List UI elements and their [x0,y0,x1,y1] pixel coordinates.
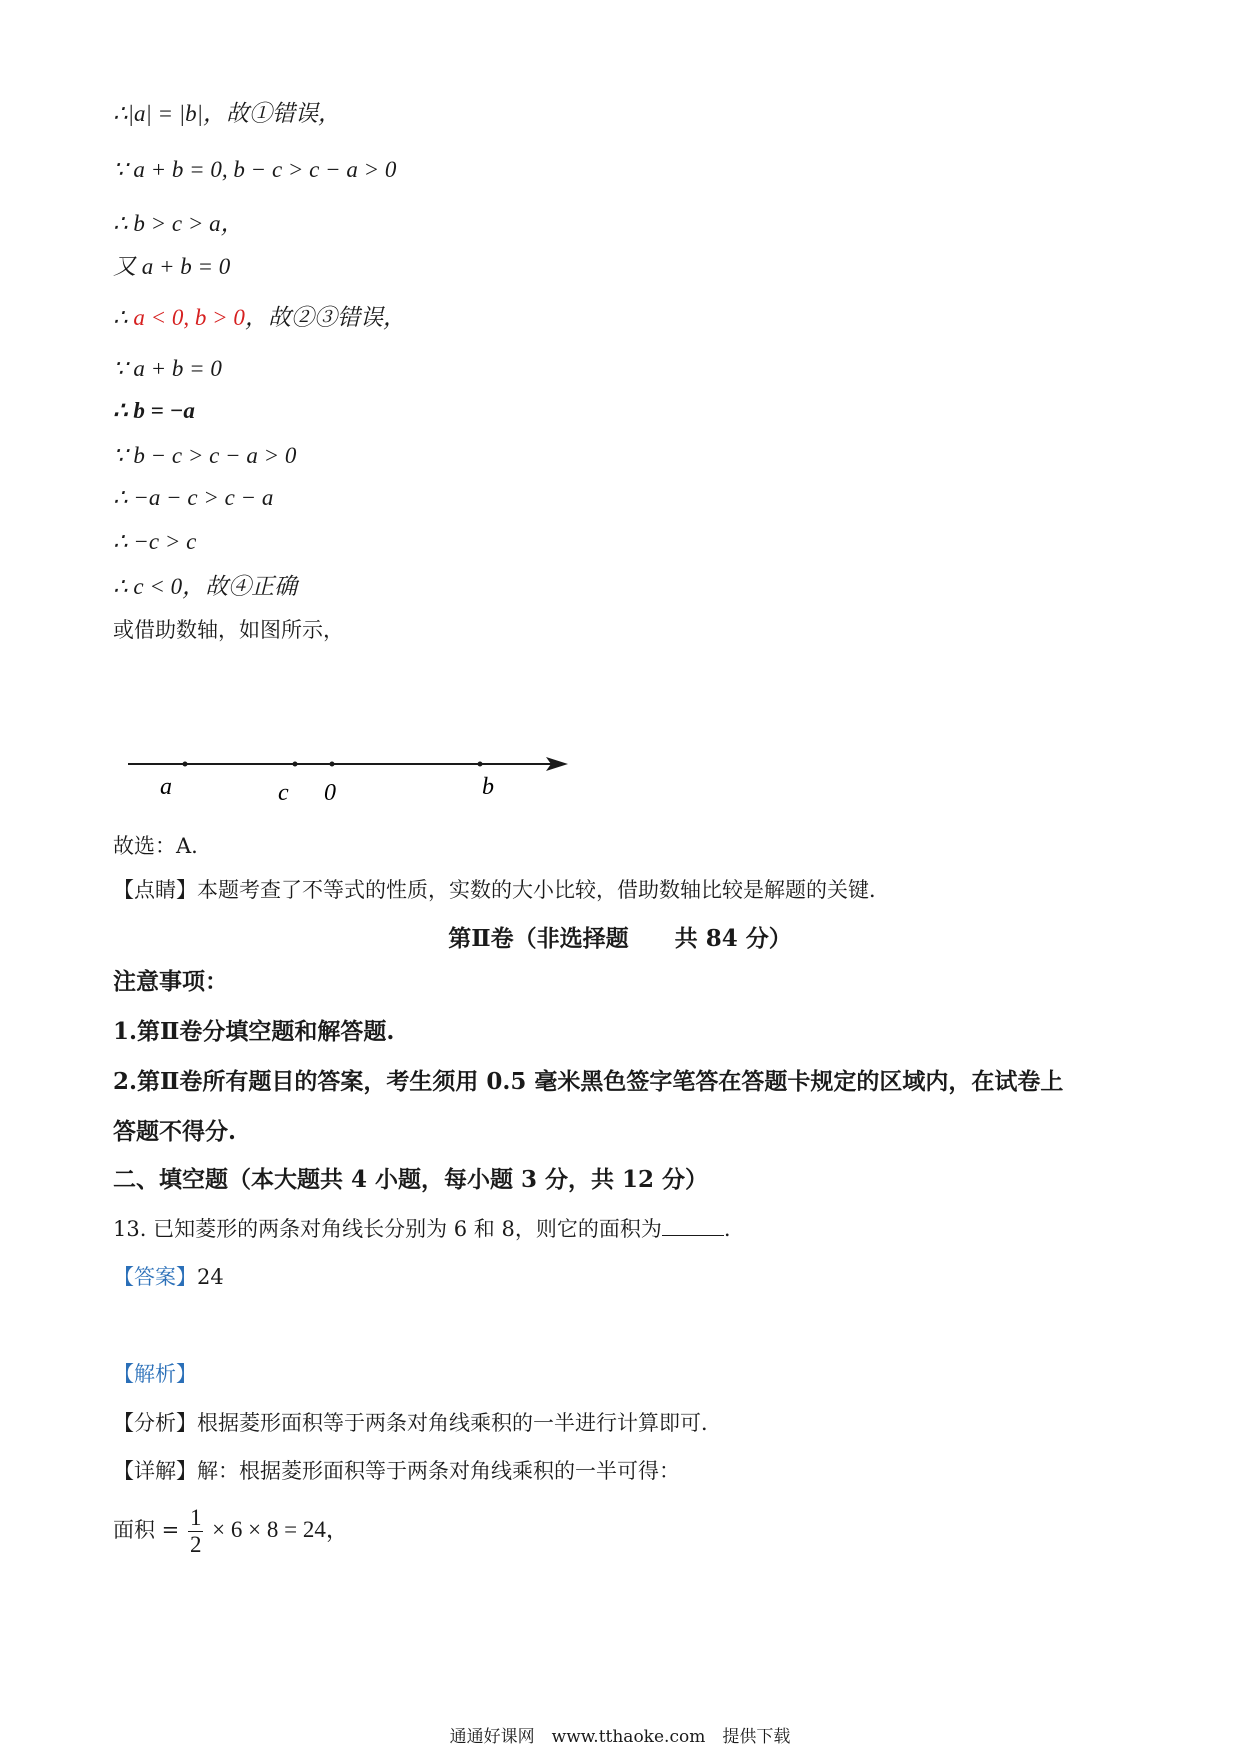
label-c: c [278,780,289,806]
line-substitute: ∴ −a − c > c − a [113,485,274,510]
analysis-text: 【分析】根据菱形面积等于两条对角线乘积的一半进行计算即可． [113,1411,722,1435]
sign-highlight: a < 0, b > 0 [133,305,245,330]
fraction-denominator: 2 [189,1532,202,1557]
line-c-negative: ∴ c < 0，故④正确 [113,574,298,599]
fraction-numerator: 1 [189,1505,202,1530]
answer-tag: 【答案】 [113,1265,197,1289]
answer-choice: 故选：A. [113,834,198,858]
line-therefore-order: ∴ b > c > a， [113,211,244,236]
line-because-2: ∵ a + b = 0 [113,356,222,381]
answer-value: 24 [197,1265,224,1289]
line-sign-conclusion [113,304,406,332]
number-line-figure [120,740,580,810]
answer-blank [662,1215,724,1236]
area-label: 面积 = [113,1518,180,1542]
line-because-1: ∵ a + b = 0, b − c > c − a > 0 [113,157,397,182]
label-b: b [482,774,494,800]
label-zero: 0 [324,780,336,806]
point-zero [330,762,335,767]
notice-title: 注意事项： [113,968,228,995]
point-a [183,762,188,767]
fraction-one-half [188,1505,204,1558]
line-abs-equal: ∴|a| = |b|，故①错误， [113,101,341,126]
section-title: 第Ⅱ卷（非选择题 共 84 分） [448,925,792,952]
question-13-end: . [723,1217,731,1241]
comment-note: 【点睛】本题考查了不等式的性质，实数的大小比较，借助数轴比较是解题的关键． [113,878,890,902]
line-neg-c: ∴ −c > c [113,529,197,554]
notice-item-2-cont: 答题不得分. [113,1118,237,1145]
line-number-axis-intro: 或借助数轴，如图所示， [113,618,344,642]
question-13-text: 13. 已知菱形的两条对角线长分别为 6 和 8，则它的面积为 [113,1217,662,1241]
line-b-neg-a: ∴ b = −a [113,398,195,423]
sign-prefix: ∴ [113,305,134,330]
page-footer: 通通好课网 www.tthaoke.com 提供下载 [449,1727,791,1747]
point-c [293,762,298,767]
area-calculation: × 6 × 8 = 24， [212,1517,349,1542]
analysis-tag: 【解析】 [113,1362,197,1386]
area-formula [113,1502,349,1558]
notice-item-2: 2.第Ⅱ卷所有题目的答案，考生须用 0.5 毫米黑色签字笔答在答题卡规定的区域内，在试卷上 [113,1068,1064,1095]
sign-suffix: ，故②③错误， [244,305,406,330]
line-because-3: ∵ b − c > c − a > 0 [113,443,297,468]
detail-text: 【详解】解：根据菱形面积等于两条对角线乘积的一半可得： [113,1459,680,1483]
answer-line [113,1263,224,1291]
notice-item-1: 1.第Ⅱ卷分填空题和解答题. [113,1018,395,1045]
label-a: a [160,774,172,800]
question-13 [113,1215,731,1243]
part-title: 二、填空题（本大题共 4 小题，每小题 3 分，共 12 分） [113,1166,709,1193]
point-b [478,762,483,767]
line-and-sum: 又 a + b = 0 [113,254,231,279]
